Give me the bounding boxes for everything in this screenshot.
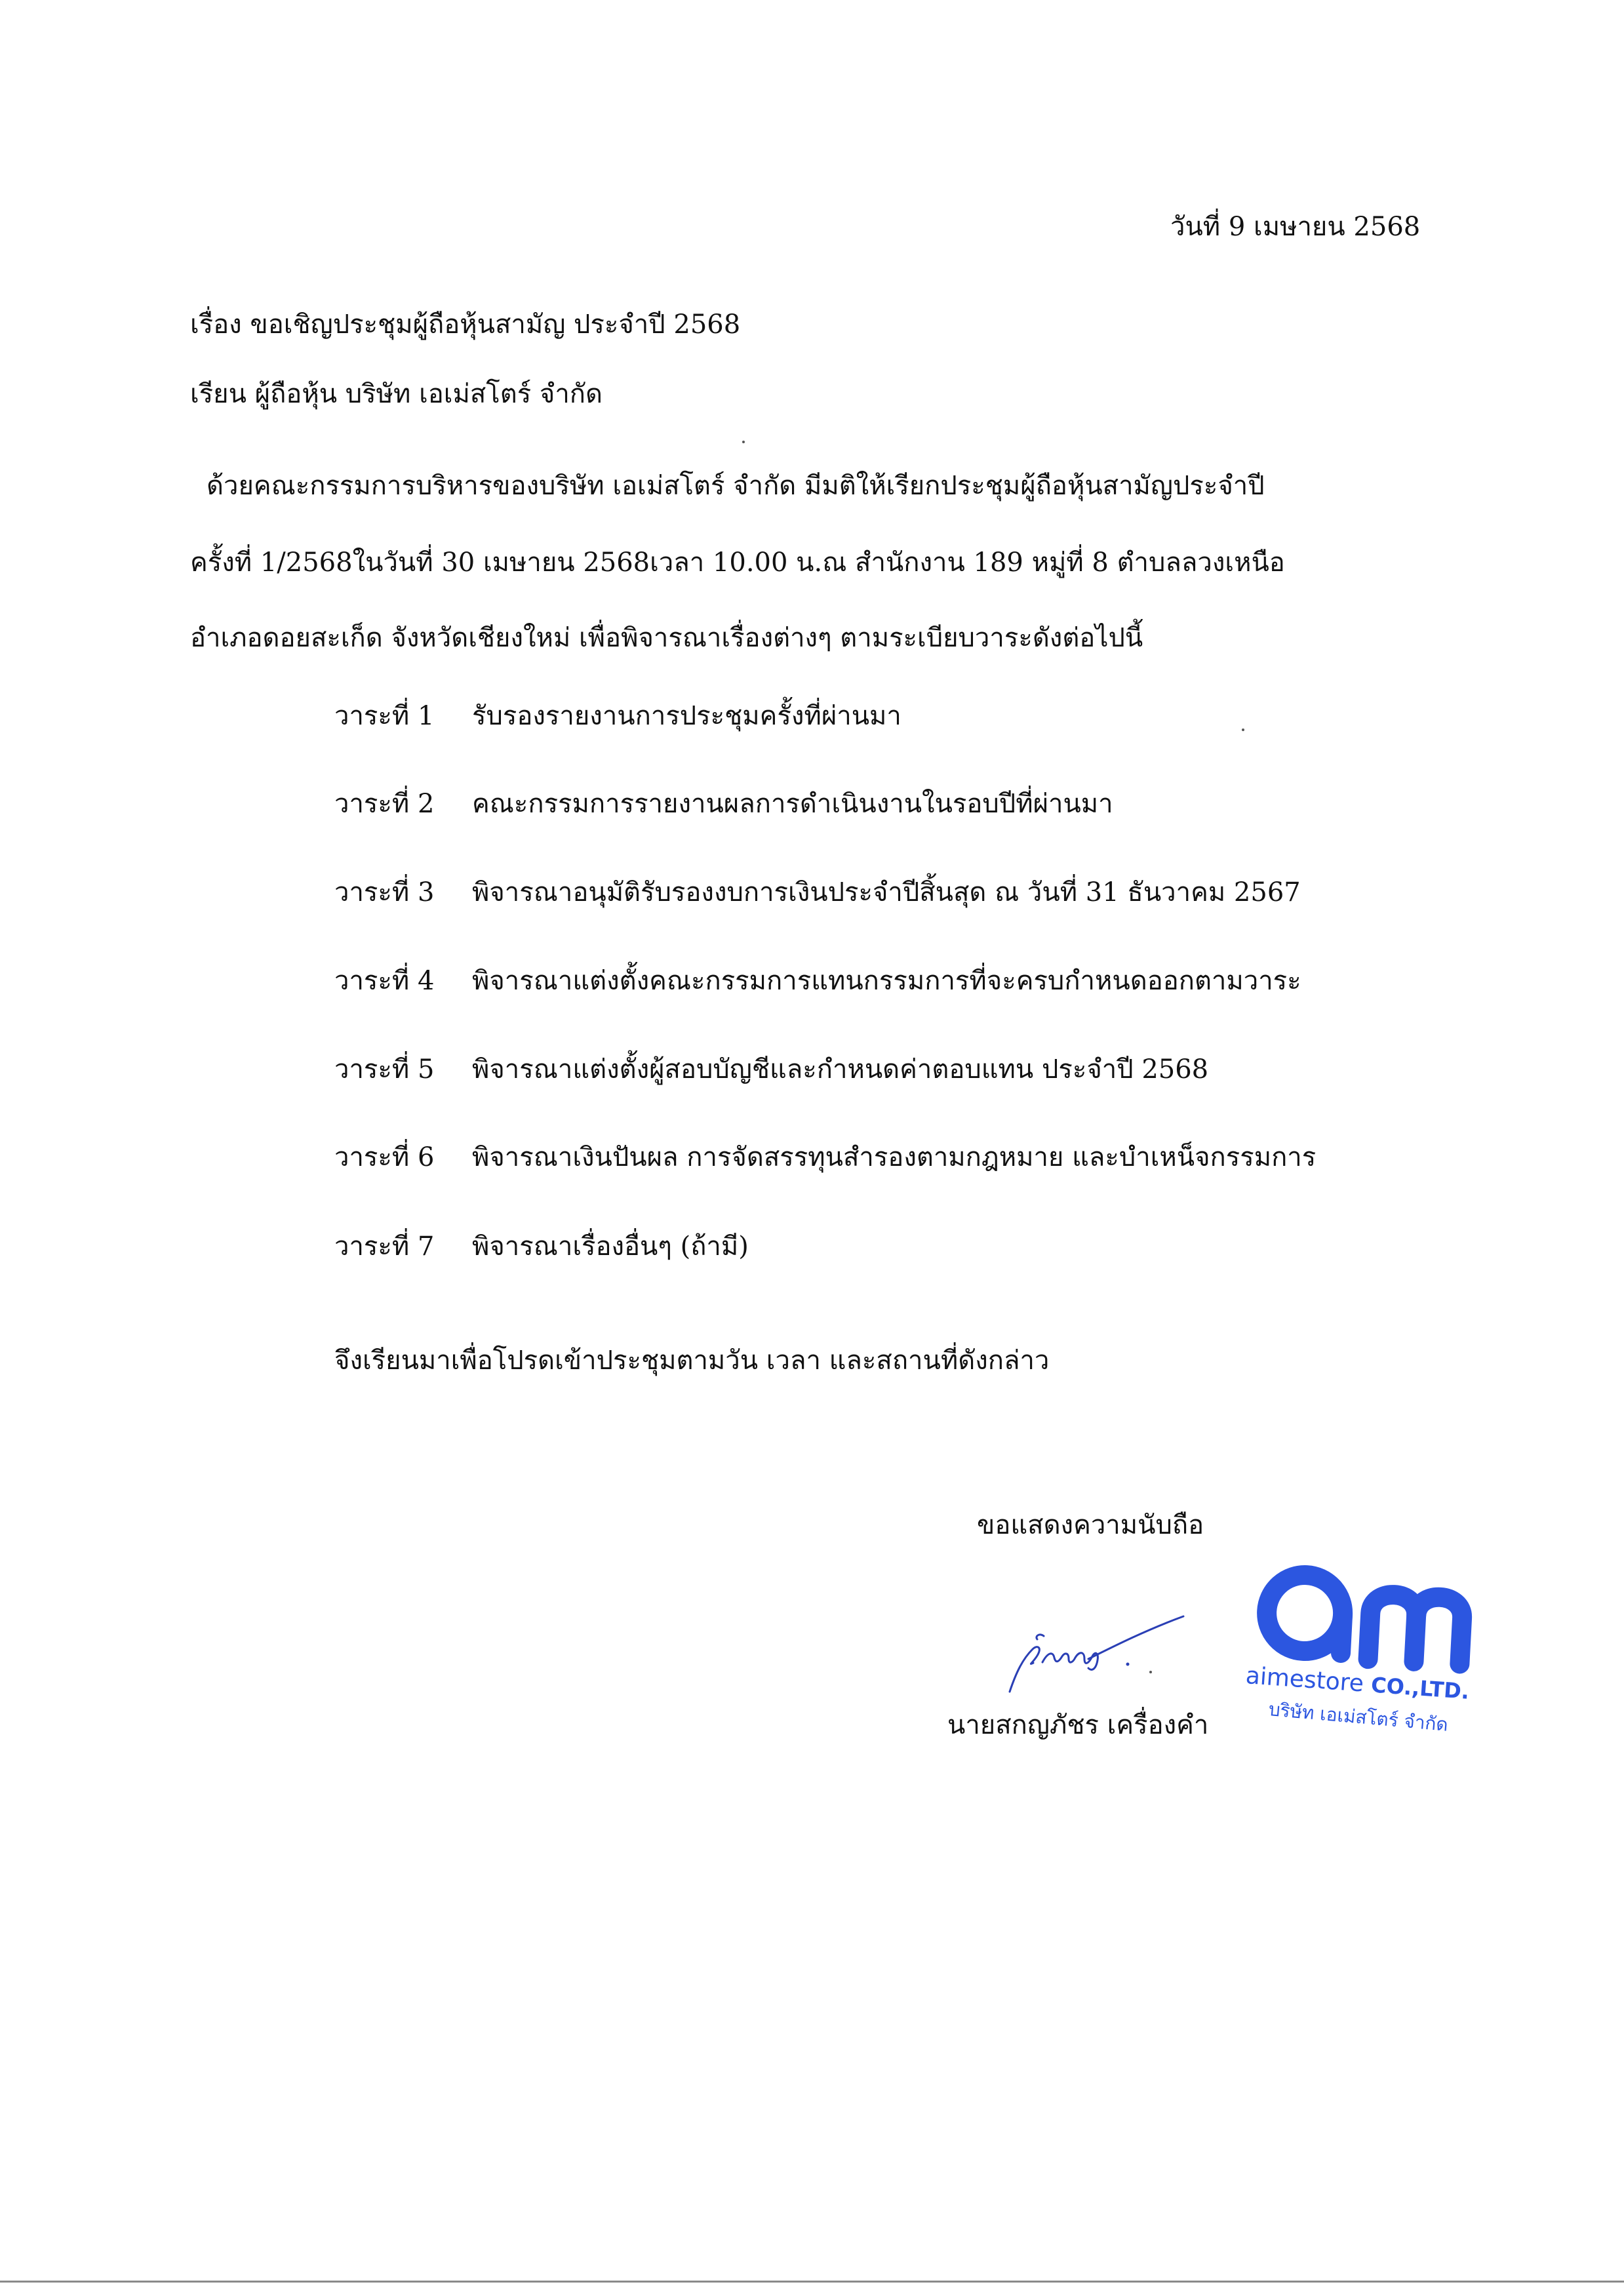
body-line-3: อำเภอดอยสะเก็ด จังหวัดเชียงใหม่ เพื่อพิจารณาเรื่องต่างๆ ตามระเบียบวาระดังต่อไปนี้ [190,623,1143,653]
letter-date: วันที่ 9 เมษายน 2568 [1170,212,1421,242]
stamp-company-suffix: CO.,LTD. [1370,1672,1471,1704]
scan-speck [742,441,745,443]
scan-edge-line [0,2281,1624,2283]
agenda-number: วาระที่ 6 [334,1142,435,1172]
closing-request: จึงเรียนมาเพื่อโปรดเข้าประชุมตามวัน เวลา และสถานที่ดังกล่าว [334,1346,1050,1376]
agenda-text: พิจารณาเงินปันผล การจัดสรรทุนสำรองตามกฎหมาย และบำเหน็จกรรมการ [472,1142,1317,1172]
scan-speck [1242,728,1244,731]
agenda-number: วาระที่ 3 [334,877,435,908]
agenda-number: วาระที่ 4 [334,966,435,996]
agenda-text: พิจารณาแต่งตั้งคณะกรรมการแทนกรรมการที่จะครบกำหนดออกตามวาระ [472,966,1301,996]
stamp-company-th: บริษัท เอเม่สโตร์ จำกัด [1267,1698,1449,1736]
letter-subject: เรื่อง ขอเชิญประชุมผู้ถือหุ้นสามัญ ประจำปี 2568 [190,309,741,340]
regards-text: ขอแสดงความนับถือ [977,1510,1204,1540]
letter-recipient: เรียน ผู้ถือหุ้น บริษัท เอเม่สโตร์ จำกัด [190,379,603,409]
agenda-text: คณะกรรมการรายงานผลการดำเนินงานในรอบปีที่ผ่านมา [472,789,1113,819]
agenda-text: พิจารณาเรื่องอื่นๆ (ถ้ามี) [472,1231,749,1262]
agenda-number: วาระที่ 7 [334,1231,435,1262]
handwritten-signature [997,1600,1193,1698]
agenda-text: พิจารณาแต่งตั้งผู้สอบบัญชีและกำหนดค่าตอบแทน ประจำปี 2568 [472,1054,1209,1085]
body-line-2: ครั้งที่ 1/2568ในวันที่ 30 เมษายน 2568เวลา 10.00 น.ณ สำนักงาน 189 หมู่ที่ 8 ตำบลลวงเหนือ [190,548,1285,578]
signer-name: นายสกญภัชร เครื่องคำ [947,1710,1209,1740]
agenda-number: วาระที่ 1 [334,701,435,731]
agenda-text: รับรองรายงานการประชุมครั้งที่ผ่านมา [472,701,901,731]
body-line-1: ด้วยคณะกรรมการบริหารของบริษัท เอเม่สโตร์ จำกัด มีมติให้เรียกประชุมผู้ถือหุ้นสามัญประจำปี [207,471,1265,501]
stamp-company-name: aimestore [1244,1662,1365,1698]
scan-speck [1149,1671,1152,1673]
agenda-number: วาระที่ 5 [334,1054,435,1085]
agenda-number: วาระที่ 2 [334,789,435,819]
agenda-text: พิจารณาอนุมัติรับรองงบการเงินประจำปีสิ้นสุด ณ วันที่ 31 ธันวาคม 2567 [472,877,1301,908]
